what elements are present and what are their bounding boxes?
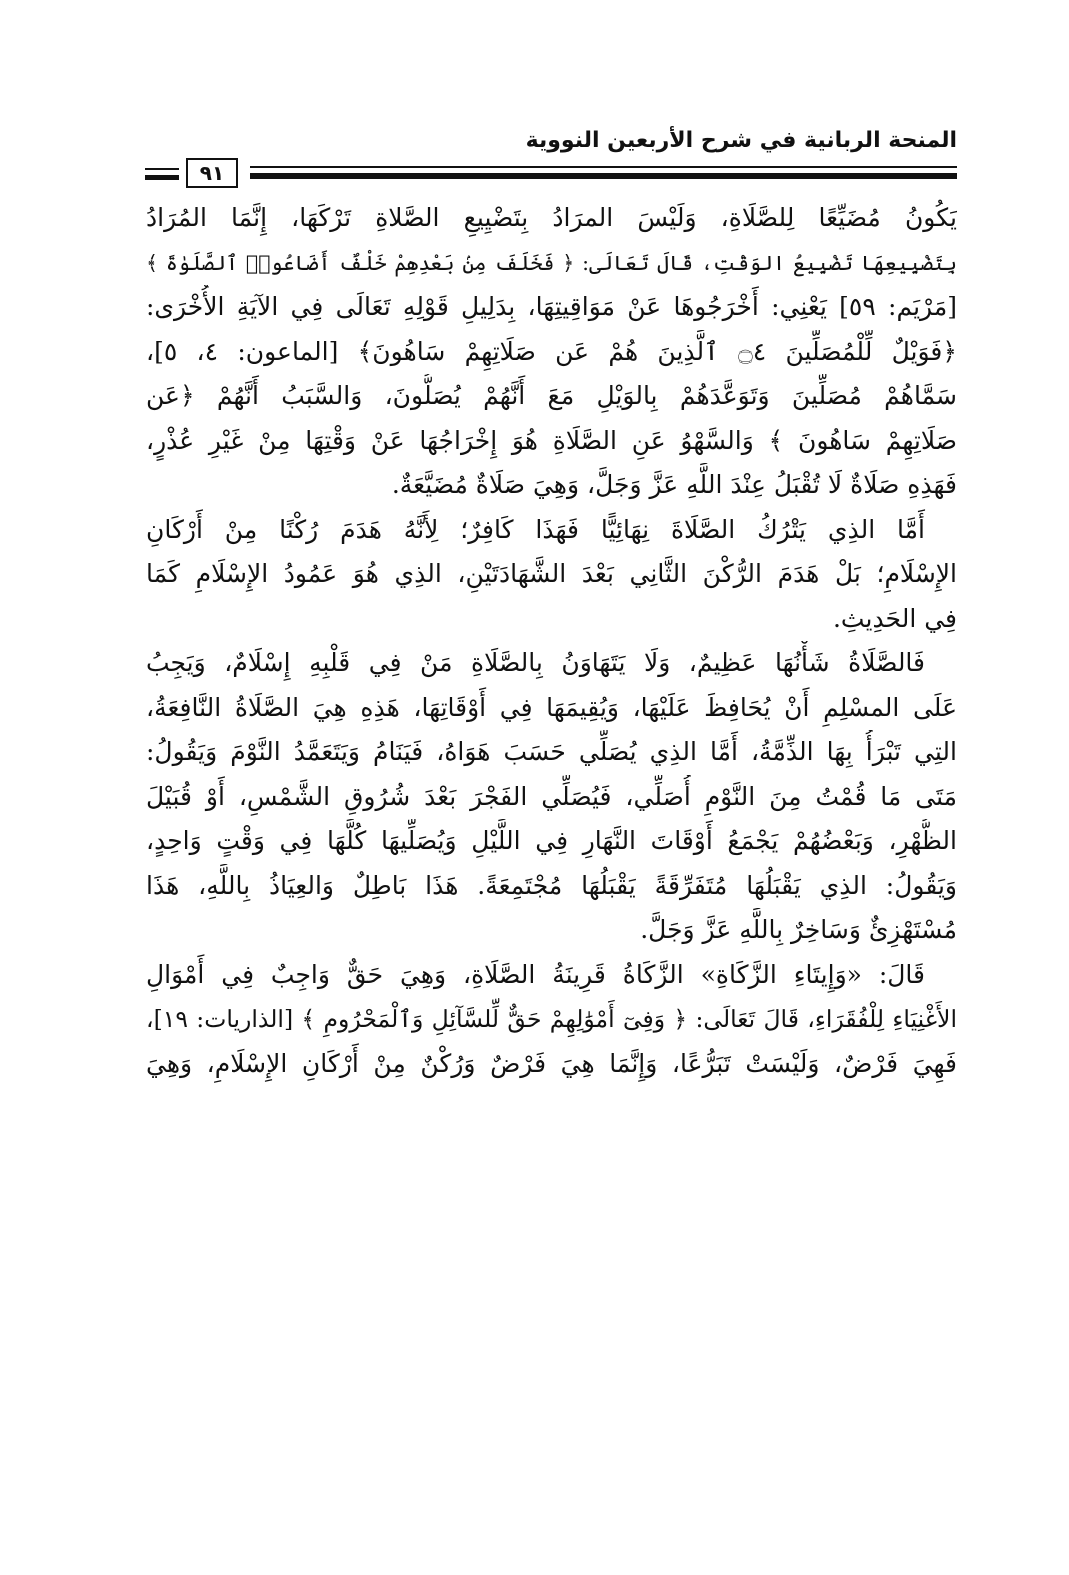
- text-line: مَتَى مَا قُمْتُ مِنَ النَّوْمِ أُصَلِّي، فَيُصَلِّي الفَجْرَ بَعْدَ شُرُوقِ الشَّمْسِ، أَوْ قُبَيْلَ: [146, 781, 957, 811]
- text-line: [مَرْيَم: ٥٩] يَعْنِي: أَخْرَجُوهَا عَنْ مَوَاقِيتِهَا، بِدَلِيلِ قَوْلِهِ تَعَالَى فِي الآيَةِ الأُخْرَى:: [146, 292, 957, 321]
- text-line: وَيَقُولُ: الذِي يَقْبَلُهَا مُتَفَرِّقَةً يَقْبَلُهَا مُجْتَمِعَةً. هَذَا بَاطِلٌ وَالعِيَاذُ بِاللَّهِ، هَذَا: [146, 870, 957, 900]
- text-line: فَهِيَ فَرْضٌ، وَلَيْسَتْ تَبَرُّعًا، وَإِنَّمَا هِيَ فَرْضٌ وَرُكْنٌ مِنْ أَرْكَانِ الإِسْلَامِ، وَهِيَ: [146, 1048, 957, 1078]
- text-line: سَمَّاهُمْ مُصَلِّينَ وَتَوَعَّدَهُمْ بِالوَيْلِ مَعَ أَنَّهُمْ يُصَلُّونَ، وَالسَّبَبُ أَنَّهُمْ ﴿عَن: [146, 381, 957, 410]
- text-line: قَالَ: «وَإِيتَاءِ الزَّكَاةِ» الزَّكَاةُ قَرِينَةُ الصَّلَاةِ، وَهِيَ حَقٌّ وَاجِبٌ فِي أَمْوَالِ: [146, 959, 925, 989]
- page-number: ٩١: [186, 158, 238, 188]
- text-line: يَكُونُ مُضَيِّعًا لِلصَّلَاةِ، وَلَيْسَ المرَادُ بِتَضْيِيعِ الصَّلاةِ تَرْكَهَا، إِنَّمَا المُرَادُ: [146, 203, 957, 232]
- text-line: أَمَّا الذِي يَتْرُكُ الصَّلَاةَ نِهَائِيًّا فَهَذَا كَافِرٌ؛ لِأَنَّهُ هَدَمَ رُكْنًا مِنْ أَرْكَانِ: [146, 514, 925, 544]
- text-line: الظُّهْرِ، وَبَعْضُهُمْ يَجْمَعُ أَوْقَاتَ النَّهَارِ فِي اللَّيْلِ وَيُصَلِّيهَا كُلَّهَا فِي وَقْتٍ وَاحِدٍ،: [146, 826, 957, 855]
- body-text: [146, 196, 957, 1086]
- header-rule-thick: [250, 173, 957, 179]
- header-rule-left-thin: [145, 168, 179, 170]
- text-line: صَلَاتِهِمْ سَاهُونَ ﴾ وَالسَّهْوُ عَنِ الصَّلَاةِ هُوَ إِخْرَاجُهَا عَنْ وَقْتِهَا مِنْ غَيْرِ عُذْرٍ،: [146, 425, 957, 455]
- text-line: التِي تَبْرَأُ بِهَا الذِّمَّةُ، أَمَّا الذِي يُصَلِّي حَسَبَ هَوَاهُ، فَيَنَامُ وَيَتَعَمَّدُ النَّوْمَ وَيَقُولُ:: [146, 737, 957, 766]
- text-line: عَلَى المسْلِمِ أَنْ يُحَافِظَ عَلَيْهَا، وَيُقِيمَهَا فِي أَوْقَاتِهَا، هَذِهِ هِيَ الصَّلَاةُ النَّافِعَةُ،: [146, 692, 957, 722]
- running-title: المنحة الربانية في شرح الأربعين النووية: [525, 128, 957, 153]
- text-line: فَهَذِهِ صَلَاةٌ لَا تُقْبَلُ عِنْدَ اللَّهِ عَزَّ وَجَلَّ، وَهِيَ صَلَاةٌ مُضَيَّعَةٌ.: [391, 470, 957, 499]
- text-line: ﴿فَوَيْلٌ لِّلْمُصَلِّينَ ۝٤ ٱلَّذِينَ هُمْ عَن صَلَاتِهِمْ سَاهُونَ﴾ [الماعون: ٤، ٥]،: [146, 336, 957, 366]
- header-rule-left-thick: [145, 175, 179, 180]
- header-rule-thin: [250, 166, 957, 168]
- text-line: الأَغْنِيَاءِ لِلْفُقَرَاءِ، قَالَ تَعَالَى: ﴿ وَفِىٓ أَمْوَٰلِهِمْ حَقٌّ لِّلسَّآئِلِ وَٱلْمَحْرُومِ ﴾ [الذاريات: ١٩]،: [146, 1005, 957, 1033]
- text-line: بِتَضْيِيعِهَا تَضْيِيعُ الوَقْتِ، قَالَ تَعَالَى: ﴿ فَخَلَفَ مِنۢ بَعْدِهِمْ خَلْفٌ أَضَاعُوا۟ ٱلصَّلَوٰةَ ﴾: [146, 250, 957, 275]
- text-line: الإِسْلَامِ؛ بَلْ هَدَمَ الرُّكْنَ الثَّانِي بَعْدَ الشَّهَادَتَيْنِ، الذِي هُوَ عَمُودُ الإِسْلَامِ كَمَا: [146, 559, 957, 588]
- text-line: فَالصَّلَاةُ شَأْنُهَا عَظِيمٌ، وَلَا يَتَهَاوَنُ بِالصَّلَاةِ مَنْ فِي قَلْبِهِ إِسْلَامٌ، وَيَجِبُ: [146, 648, 925, 677]
- text-line: فِي الحَدِيثِ.: [832, 603, 957, 633]
- text-line: مُسْتَهْزِئٌ وَسَاخِرٌ بِاللَّهِ عَزَّ وَجَلَّ.: [640, 915, 957, 944]
